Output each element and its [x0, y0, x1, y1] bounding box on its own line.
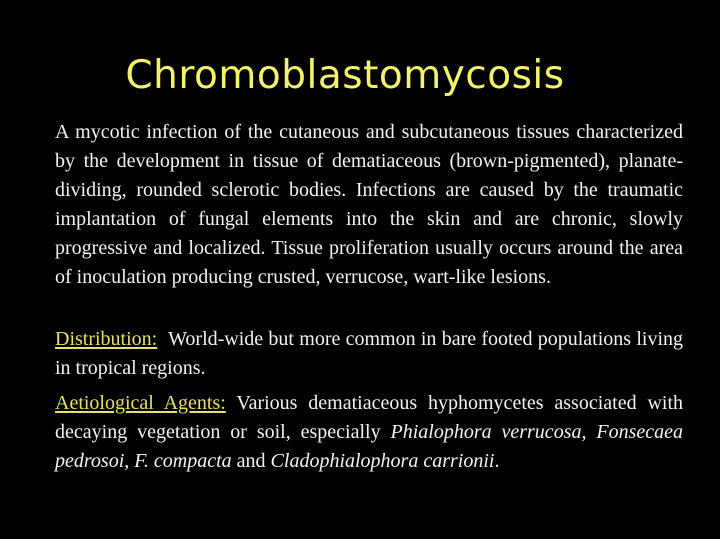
- distribution-paragraph: [55, 325, 683, 383]
- agents-end: .: [494, 450, 500, 472]
- agents-species-list: Phialophora verrucosa, Fonsecaea pedrosoi, F. compacta: [55, 421, 683, 472]
- agents-joiner: and: [236, 450, 266, 472]
- agents-text: Various dematiaceous hyphomycetes associated with decaying vegetation or soil, especially: [55, 392, 683, 443]
- agents-species-last: Cladophialophora carrionii: [270, 450, 495, 472]
- agents-heading: Aetiological Agents:: [55, 392, 226, 414]
- slide-title: Chromoblastomycosis: [125, 53, 565, 98]
- agents-paragraph: [55, 389, 683, 476]
- distribution-heading: Distribution:: [55, 328, 158, 350]
- description-paragraph: A mycotic infection of the cutaneous and subcutaneous tissues characterized by the development in tissue of dematiaceous (brown-pigmented), planate-dividing, rounded sclerotic bodies. Infections are caused by the traumatic implantation of fungal elements into the skin and are chronic, slowly progressive and localized. Tissue proliferation usually occurs around the area of inoculation producing crusted, verrucose, wart-like lesions.: [55, 121, 683, 288]
- distribution-text: World-wide but more common in bare footed populations living in tropical regions.: [55, 328, 683, 379]
